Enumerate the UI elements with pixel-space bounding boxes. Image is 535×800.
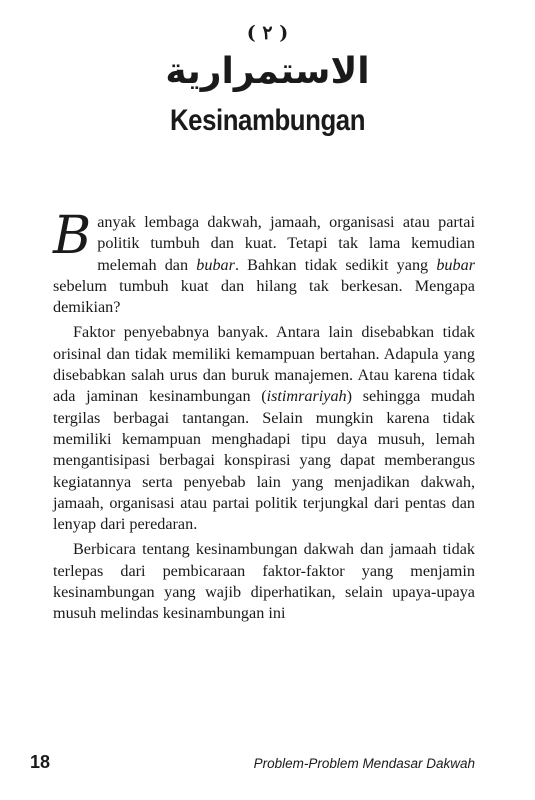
arabic-chapter-title: الاستمرارية: [165, 51, 370, 92]
emphasis-istimrariyah: istimrariyah: [266, 387, 347, 406]
paragraph-1-mid: . Bahkan tidak sedikit yang: [234, 255, 437, 274]
paragraph-1-end: sebelum tumbuh kuat dan hilang tak berkesan. Mengapa demikian?: [53, 276, 475, 317]
running-title: Problem-Problem Mendasar Dakwah: [253, 756, 475, 771]
page-footer: [30, 752, 475, 773]
paragraph-1-text: anyak lembaga dakwah, jamaah, organisasi atau partai politik tumbuh dan kuat. Tetapi tak lama kemudian melemah dan: [97, 213, 475, 274]
emphasis-bubar-2: bubar: [436, 255, 475, 274]
emphasis-bubar-1: bubar: [196, 255, 235, 274]
paragraph-2: [53, 322, 475, 535]
paragraph-2-start: Faktor penyebabnya banyak. Antara lain disebabkan tidak orisinal dan tidak memiliki kemampuan bertahan. Adapula yang disebabkan salah urus dan buruk manajemen. Atau karena tidak ada jaminan kesinambungan (: [53, 323, 475, 406]
chapter-number: ( ٢ ): [246, 22, 289, 44]
drop-cap: B: [53, 206, 92, 266]
page-number: 18: [30, 752, 51, 772]
body-text: [53, 206, 475, 625]
paragraph-2-end: ) sehingga mudah tergilas berbagai tantangan. Selain mungkin karena tidak memiliki kemampuan menghadapi tipu daya musuh, lemah mengantisipasi berbagai konspirasi yang dapat memberangus kegiatannya serta penyebab lain yang menjadikan dakwah, jamaah, organisasi atau partai politik terjungkal dari pentas dan lenyap dari peredaran.: [53, 387, 475, 534]
paragraph-3: Berbicara tentang kesinambungan dakwah dan jamaah tidak terlepas dari pembicaraan faktor-faktor yang menjamin kesinambungan yang wajib diperhatikan, selain upaya-upaya musuh melindas kesinambungan ini: [53, 540, 475, 623]
paragraph-1: [53, 206, 475, 318]
chapter-title: Kesinambungan: [169, 104, 366, 137]
